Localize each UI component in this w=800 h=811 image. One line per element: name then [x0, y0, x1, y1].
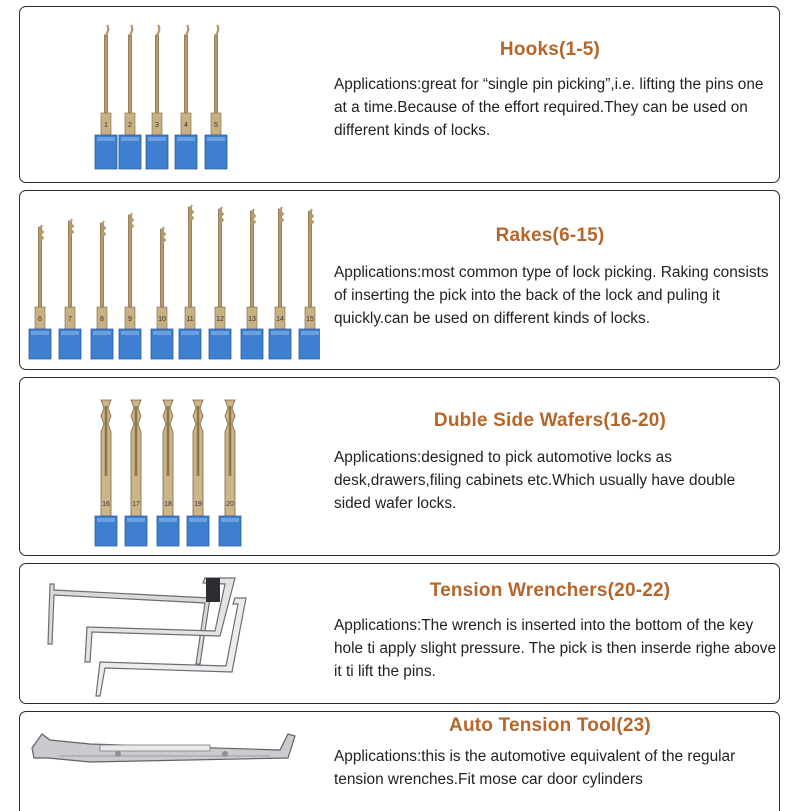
svg-text:5: 5 — [214, 122, 218, 129]
tension-wrenchers-title: Tension Wrenchers(20-22) — [429, 580, 671, 601]
svg-text:1: 1 — [104, 122, 108, 129]
svg-text:2: 2 — [128, 122, 132, 129]
svg-text:6: 6 — [38, 316, 42, 323]
auto-tension-tool-description: Applications:this is the automotive equivalent of the regular tension wrenches.Fit mose car door cylinders — [334, 748, 736, 788]
rake-picks-image — [20, 191, 320, 369]
svg-text:4: 4 — [184, 122, 188, 129]
hook-pick-icon — [95, 25, 227, 169]
tension-wrenchers-description: Applications:The wrench is inserted into the bottom of the key hole ti apply slight pressure. The pick is then inserde righe above it ti lift the pins. — [334, 617, 777, 680]
tension-wrench-icon — [48, 578, 246, 696]
svg-text:20: 20 — [226, 501, 234, 508]
svg-text:13: 13 — [248, 316, 256, 323]
svg-text:14: 14 — [276, 316, 284, 323]
hook-picks-image — [20, 7, 320, 182]
wafers-title: Duble Side Wafers(16-20) — [433, 410, 667, 431]
svg-text:15: 15 — [306, 316, 314, 323]
hooks-description: Applications:great for “single pin picking”,i.e. lifting the pins one at a time.Because of the effort required.They can be used on different kinds of locks. — [334, 76, 764, 139]
svg-text:9: 9 — [128, 316, 132, 323]
tension-wrenchers-panel — [19, 563, 780, 704]
auto-tension-tool-title: Auto Tension Tool(23) — [449, 715, 651, 736]
wafer-picks-image — [20, 378, 320, 555]
svg-text:19: 19 — [194, 501, 202, 508]
rakes-panel — [19, 190, 780, 370]
svg-text:8: 8 — [100, 316, 104, 323]
auto-tension-tool-panel — [19, 711, 780, 811]
svg-text:12: 12 — [216, 316, 224, 323]
hooks-title: Hooks(1-5) — [499, 39, 601, 60]
rake-pick-icon — [29, 205, 320, 359]
svg-text:7: 7 — [68, 316, 72, 323]
wafers-description: Applications:designed to pick automotive locks as desk,drawers,filing cabinets etc.Which usually have double sided wafer locks. — [334, 449, 736, 512]
svg-text:18: 18 — [164, 501, 172, 508]
rakes-title: Rakes(6-15) — [495, 225, 605, 246]
tension-wrenches-image — [20, 564, 320, 703]
svg-text:3: 3 — [155, 122, 159, 129]
auto-tension-tool-image — [20, 712, 320, 802]
svg-text:17: 17 — [132, 501, 140, 508]
rakes-description: Applications:most common type of lock picking. Raking consists of inserting the pick into the back of the lock and puling it quickly.can be used on different kinds of locks. — [334, 264, 769, 327]
wafer-pick-icon — [95, 400, 241, 546]
wafers-panel — [19, 377, 780, 556]
hooks-panel — [19, 6, 780, 183]
svg-text:16: 16 — [102, 501, 110, 508]
svg-text:10: 10 — [158, 316, 166, 323]
svg-text:11: 11 — [186, 316, 194, 323]
auto-tension-tool-icon — [32, 734, 295, 762]
